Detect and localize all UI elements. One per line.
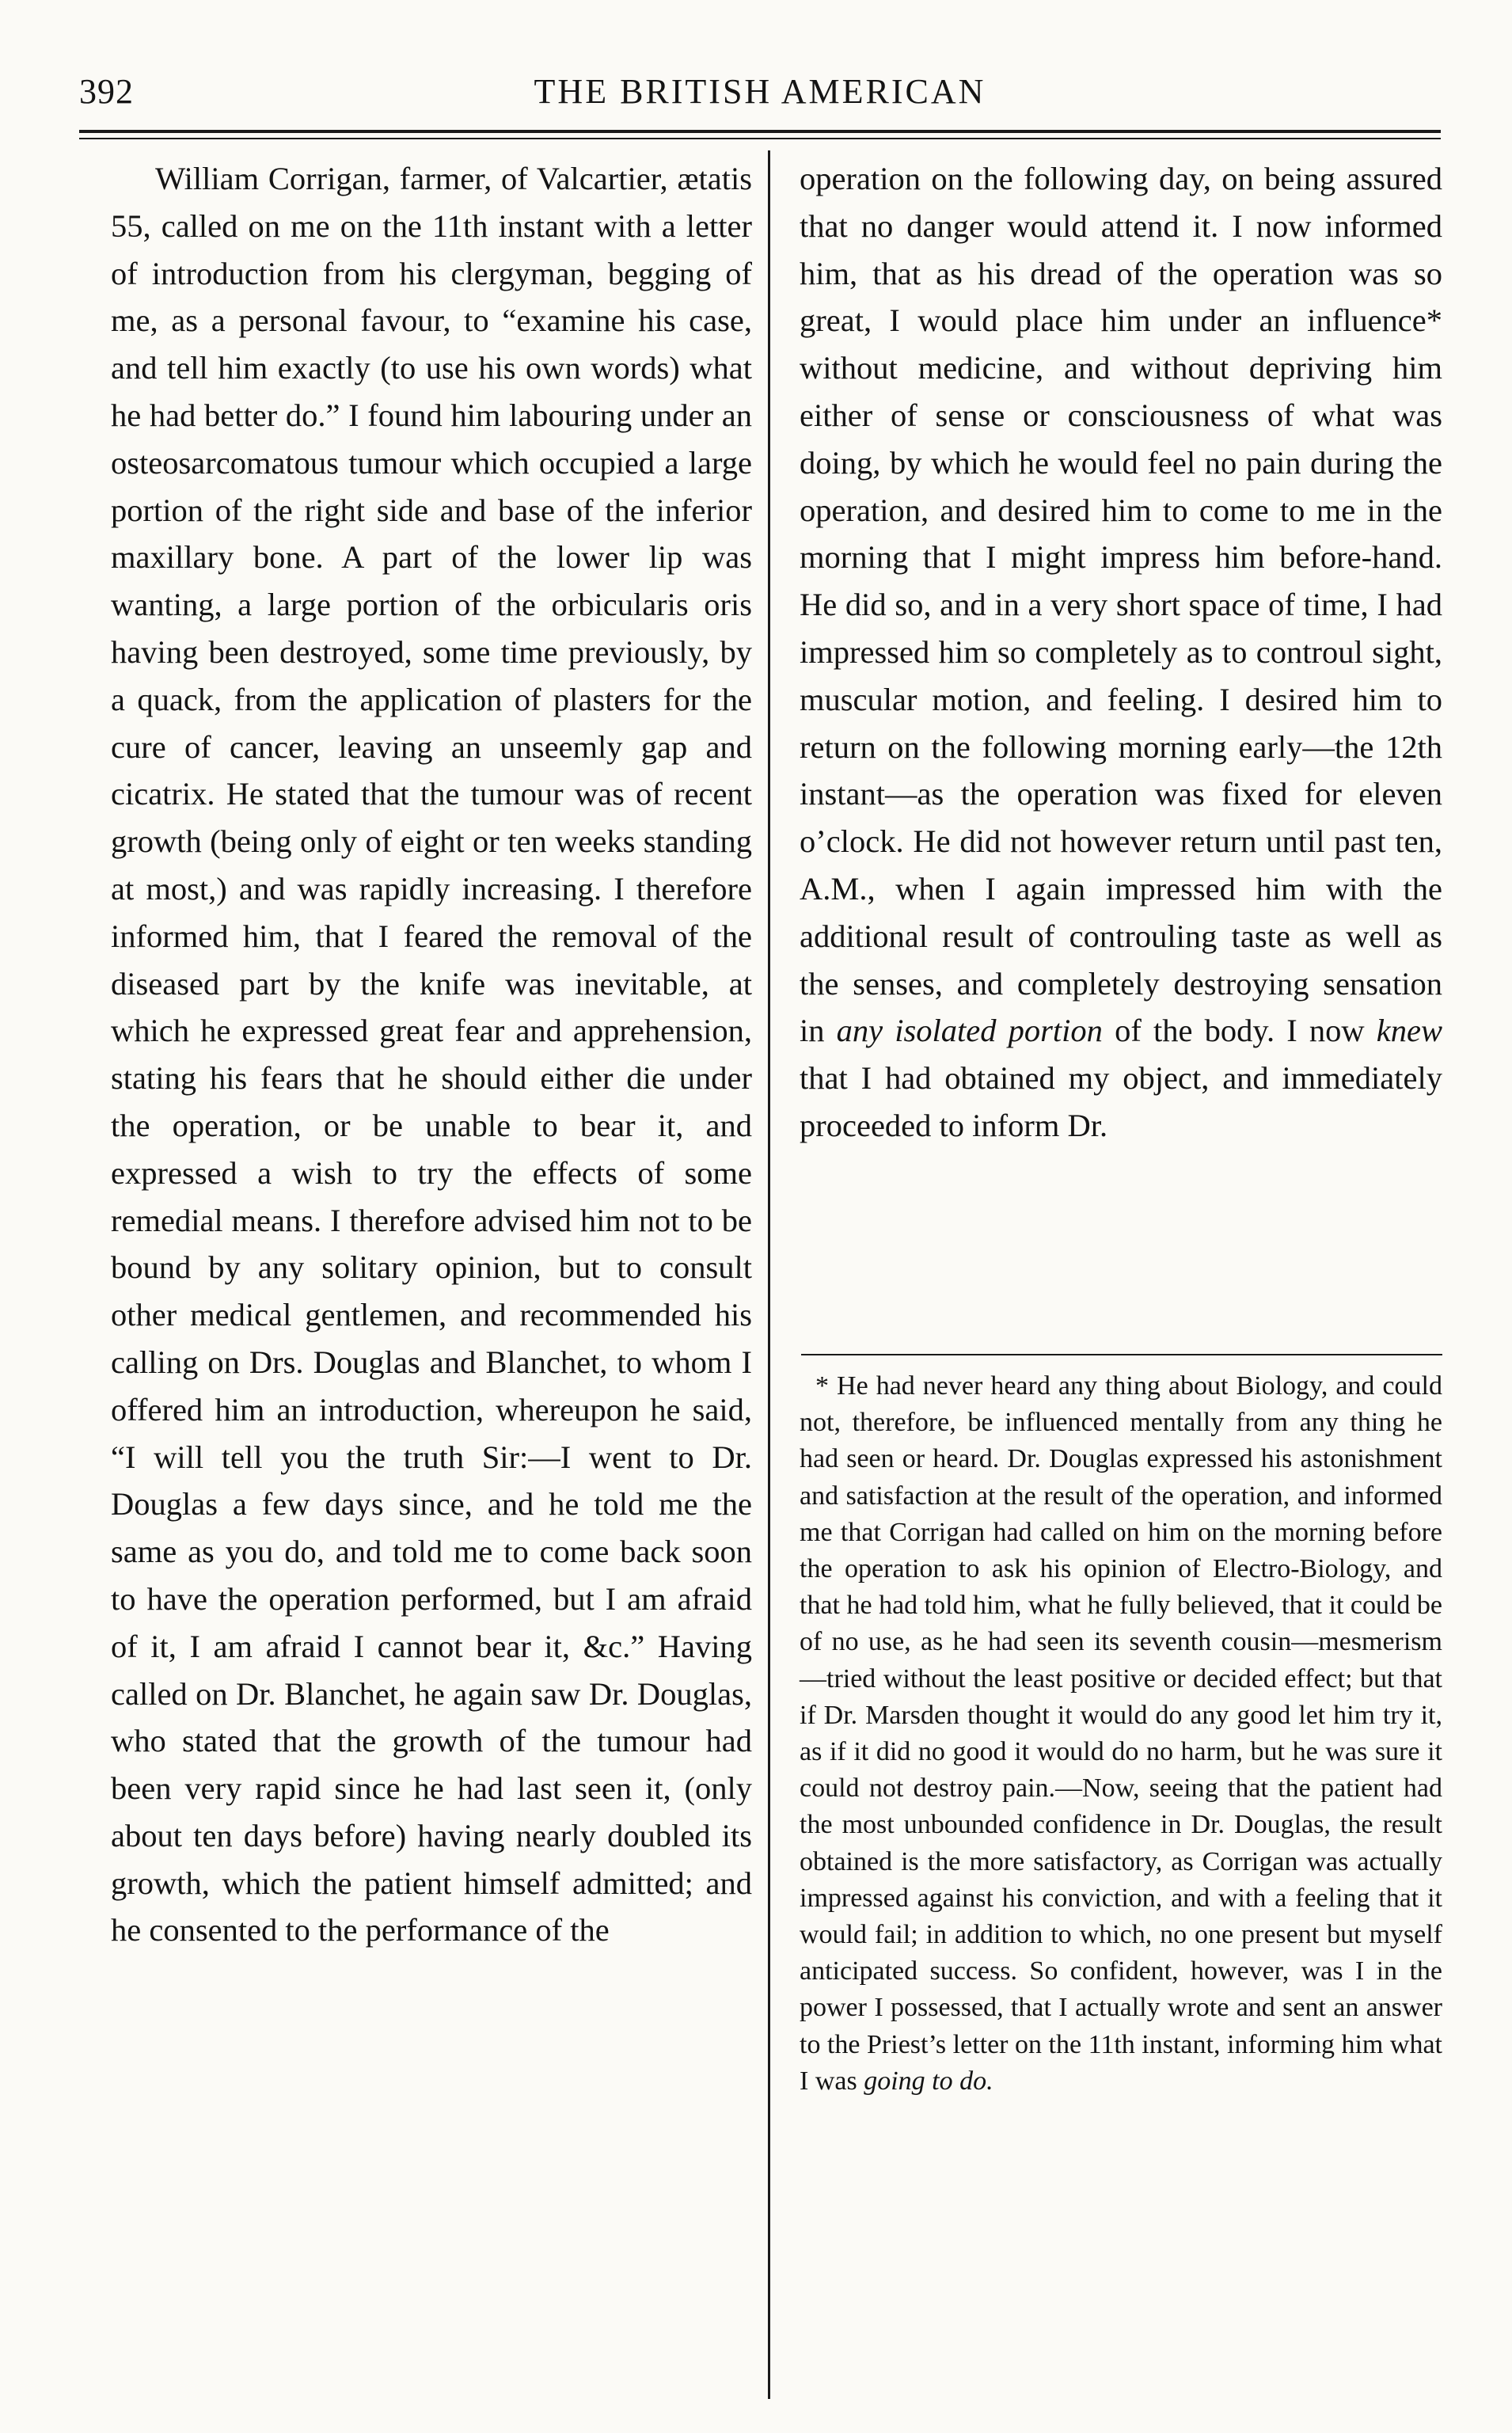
footnote [800,1368,1442,2100]
right-text-1: operation on the following day, on being assured that no danger would attend it. I now informed him, that as his dread of the operation was so great, I would place him under an influence* without medicine, and without depriving him either of sense or consciousness of what was doing, by which he would feel no pain during the operation, and desired him to come to me in the morning that I might impress him before-hand. He did so, and in a very short space of time, I had impressed him so completely as to controul sight, muscular motion, and feeling. I desired him to return on the following morning early—the 12th instant—as the operation was fixed for eleven o’clock. He did not however return until past ten, A.M., when I again impressed him with the additional result of controuling taste as well as the senses, and completely destroying sensation in [800,161,1442,1049]
page-number: 392 [79,72,134,111]
right-column-paragraph [800,155,1442,1150]
page-header [79,62,1441,125]
left-column [111,155,752,1954]
right-column [800,155,1442,1150]
running-title: THE BRITISH AMERICAN [534,72,986,111]
header-rule-thin [79,138,1441,139]
footnote-text: * He had never heard any thing about Biology, and could not, therefore, be influenced mentally from any thing he had seen or heard. Dr. Douglas expressed his astonishment and satisfaction at the result of the operation, and informed me that Corrigan had called on him on the morning before the operation to ask his opinion of Electro-Biology, and that he had told him, what he fully believed, that it could be of no use, as he had seen its seventh cousin—mesmerism—tried without the least positive or decided effect; but that if Dr. Marsden thought it would do any good let him try it, as if it did no good it would do no harm, but he was sure it could not destroy pain.—Now, seeing that the patient had the most unbounded confidence in Dr. Douglas, the result obtained is the more satisfactory, as Corrigan was actually impressed against his conviction, and with a feeling that it would fail; in addition to which, no one present but myself anticipated success. So confident, however, was I in the power I possessed, that I actually wrote and sent an answer to the Priest’s letter on the 11th instant, informing him what I was [800,1371,1443,2096]
right-italic-2: knew [1376,1013,1442,1049]
footnote-paragraph [800,1368,1442,2100]
column-divider [768,150,770,2399]
left-column-paragraph: William Corrigan, farmer, of Valcartier, ætatis 55, called on me on the 11th instant with a letter of introduction from his clergyman, begging of me, as a personal favour, to “examine his case, and tell him exactly (to use his own words) what he had better do.” I found him labouring under an osteosarcomatous tumour which occupied a large portion of the right side and base of the inferior maxillary bone. A part of the lower lip was wanting, a large portion of the orbicularis oris having been destroyed, some time previously, by a quack, from the application of plasters for the cure of cancer, leaving an unseemly gap and cicatrix. He stated that the tumour was of recent growth (being only of eight or ten weeks standing at most,) and was rapidly increasing. I therefore informed him, that I feared the removal of the diseased part by the knife was inevitable, at which he expressed great fear and apprehension, stating his fears that he should either die under the operation, or be unable to bear it, and expressed a wish to try the effects of some remedial means. I therefore advised him not to be bound by any solitary opinion, but to consult other medical gentlemen, and recommended his calling on Drs. Douglas and Blanchet, to whom I offered him an introduction, whereupon he said, “I will tell you the truth Sir:—I went to Dr. Douglas a few days since, and he told me the same as you do, and told me to come back soon to have the operation performed, but I am afraid of it, I am afraid I cannot bear it, &c.” Having called on Dr. Blanchet, he again saw Dr. Douglas, who stated that the growth of the tumour had been very rapid since he had last seen it, (only about ten days before) having nearly doubled its growth, which the patient himself admitted; and he consented to the performance of the [111,161,752,1948]
footnote-italic: going to do. [864,2066,993,2096]
right-text-2: of the body. I now [1102,1013,1377,1049]
right-italic-1: any isolated portion [836,1013,1103,1049]
right-text-3: that I had obtained my object, and immediately proceeded to inform Dr. [800,1060,1442,1143]
header-rule-thick [79,130,1441,133]
footnote-rule [801,1354,1442,1355]
